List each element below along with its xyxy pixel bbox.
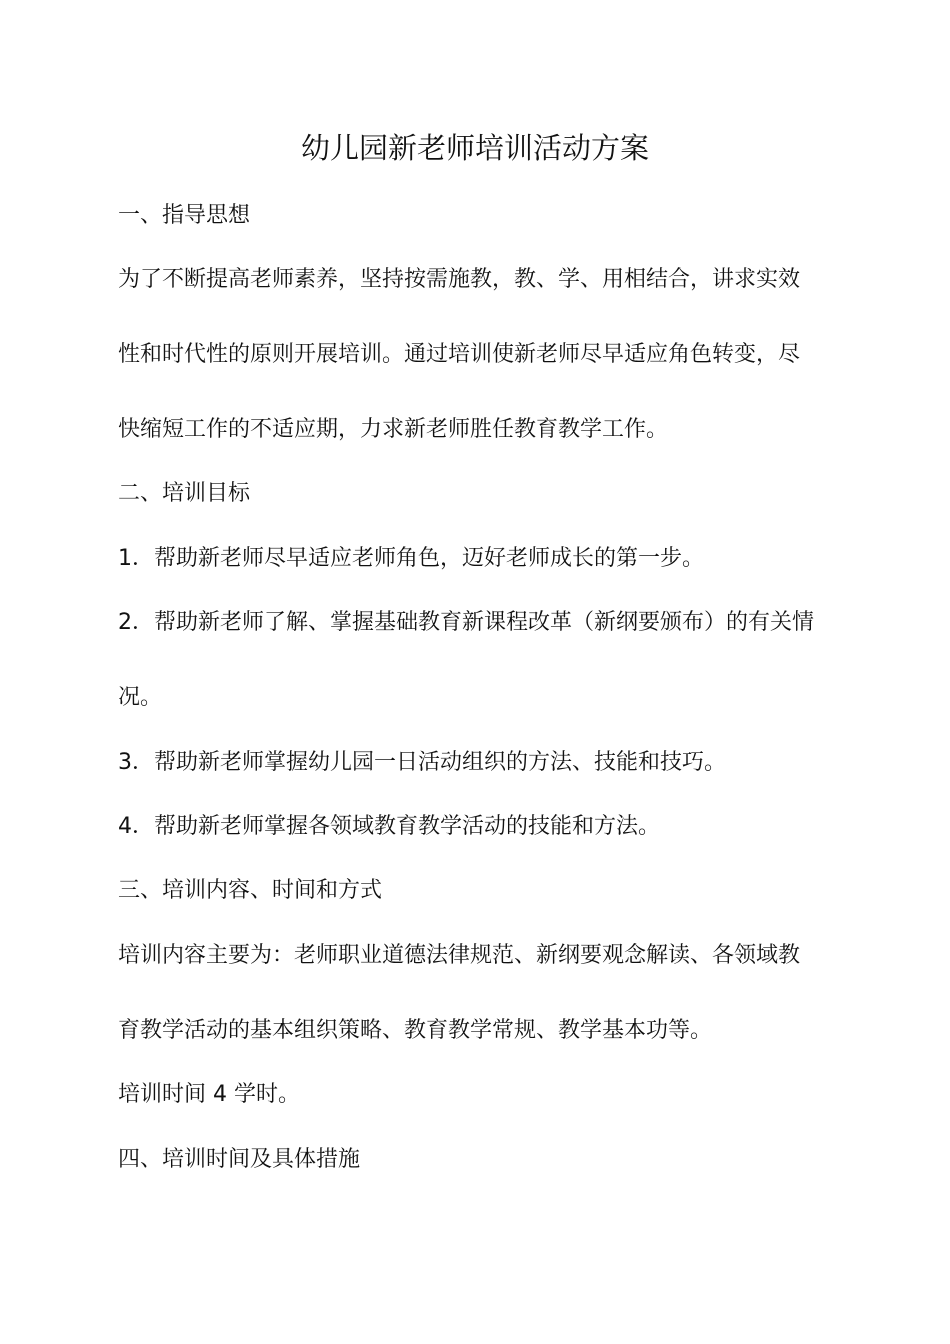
list-item: 3．帮助新老师掌握幼儿园一日活动组织的方法、技能和技巧。 [118,750,726,775]
section-heading-3: 三、培训内容、时间和方式 [118,878,383,903]
paragraph-line: 培训时间 4 学时。 [118,1082,300,1107]
document-title: 幼儿园新老师培训活动方案 [300,131,649,165]
section-heading-4: 四、培训时间及具体措施 [118,1147,361,1172]
list-item: 2．帮助新老师了解、掌握基础教育新课程改革（新纲要颁布）的有关情 [118,610,814,635]
paragraph-line: 性和时代性的原则开展培训。通过培训使新老师尽早适应角色转变，尽 [118,342,801,367]
section-heading-2: 二、培训目标 [118,481,251,506]
paragraph-line: 育教学活动的基本组织策略、教育教学常规、教学基本功等。 [118,1018,713,1043]
paragraph-line: 为了不断提高老师素养，坚持按需施教，教、学、用相结合，讲求实效 [118,267,801,292]
list-item: 4．帮助新老师掌握各领域教育教学活动的技能和方法。 [118,814,660,839]
section-heading-1: 一、指导思想 [118,203,251,228]
paragraph-line: 培训内容主要为：老师职业道德法律规范、新纲要观念解读、各领域教 [118,943,801,968]
paragraph-line: 快缩短工作的不适应期，力求新老师胜任教育教学工作。 [118,417,669,442]
paragraph-line: 况。 [118,685,163,710]
list-item: 1．帮助新老师尽早适应老师角色，迈好老师成长的第一步。 [118,546,704,571]
